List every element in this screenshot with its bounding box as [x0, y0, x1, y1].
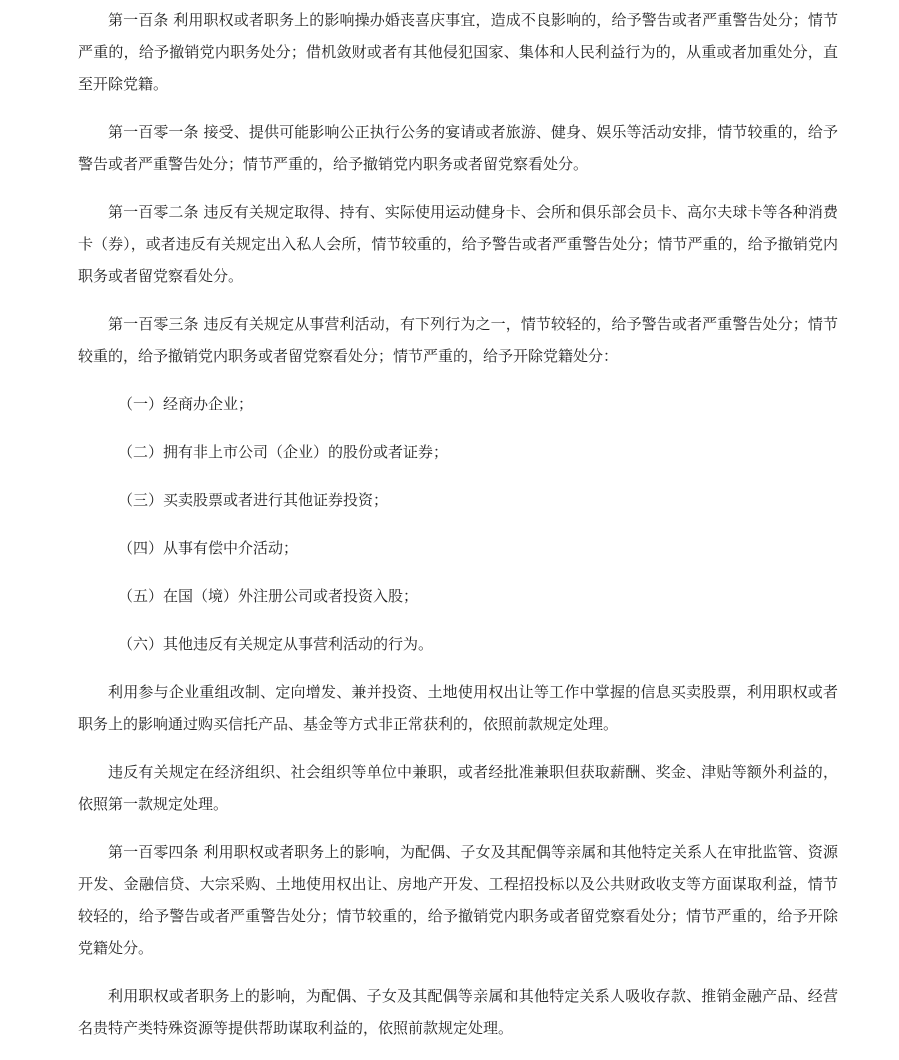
list-item: （六）其他违反有关规定从事营利活动的行为。 [118, 635, 434, 653]
article-104-clause-2: 利用职权或者职务上的影响，为配偶、子女及其配偶等亲属和其他特定关系人吸收存款、推销金融产品、经营名贵特产类特殊资源等提供帮助谋取利益的，依照前款规定处理。 [78, 987, 838, 1037]
list-item: （二）拥有非上市公司（企业）的股份或者证券； [118, 443, 449, 461]
list-item: （一）经商办企业； [118, 395, 254, 413]
list-item: （三）买卖股票或者进行其他证券投资； [118, 491, 389, 509]
article-100: 第一百条 利用职权或者职务上的影响操办婚丧喜庆事宜，造成不良影响的，给予警告或者严重警告处分；情节严重的，给予撤销党内职务处分；借机敛财或者有其他侵犯国家、集体和人民利益行为的，从重或者加重处分，直至开除党籍。 [78, 11, 838, 93]
article-102: 第一百零二条 违反有关规定取得、持有、实际使用运动健身卡、会所和俱乐部会员卡、高尔夫球卡等各种消费卡（券），或者违反有关规定出入私人会所，情节较重的，给予警告或者严重警告处分；情节严重的，给予撤销党内职务或者留党察看处分。 [78, 203, 838, 285]
article-103: 第一百零三条 违反有关规定从事营利活动，有下列行为之一，情节较轻的，给予警告或者严重警告处分；情节较重的，给予撤销党内职务或者留党察看处分；情节严重的，给予开除党籍处分： [78, 315, 838, 365]
document-body [78, 4, 838, 1060]
list-item: （四）从事有偿中介活动； [118, 539, 299, 557]
article-104: 第一百零四条 利用职权或者职务上的影响，为配偶、子女及其配偶等亲属和其他特定关系人在审批监管、资源开发、金融信贷、大宗采购、土地使用权出让、房地产开发、工程招投标以及公共财政收支等方面谋取利益，情节较轻的，给予警告或者严重警告处分；情节较重的，给予撤销党内职务或者留党察看处分；情节严重的，给予开除党籍处分。 [78, 843, 838, 957]
article-103-clause-3: 违反有关规定在经济组织、社会组织等单位中兼职，或者经批准兼职但获取薪酬、奖金、津贴等额外利益的，依照第一款规定处理。 [78, 763, 838, 813]
list-item: （五）在国（境）外注册公司或者投资入股； [118, 587, 419, 605]
article-103-clause-2: 利用参与企业重组改制、定向增发、兼并投资、土地使用权出让等工作中掌握的信息买卖股票，利用职权或者职务上的影响通过购买信托产品、基金等方式非正常获利的，依照前款规定处理。 [78, 683, 838, 733]
article-101: 第一百零一条 接受、提供可能影响公正执行公务的宴请或者旅游、健身、娱乐等活动安排，情节较重的，给予警告或者严重警告处分；情节严重的，给予撤销党内职务或者留党察看处分。 [78, 123, 838, 173]
